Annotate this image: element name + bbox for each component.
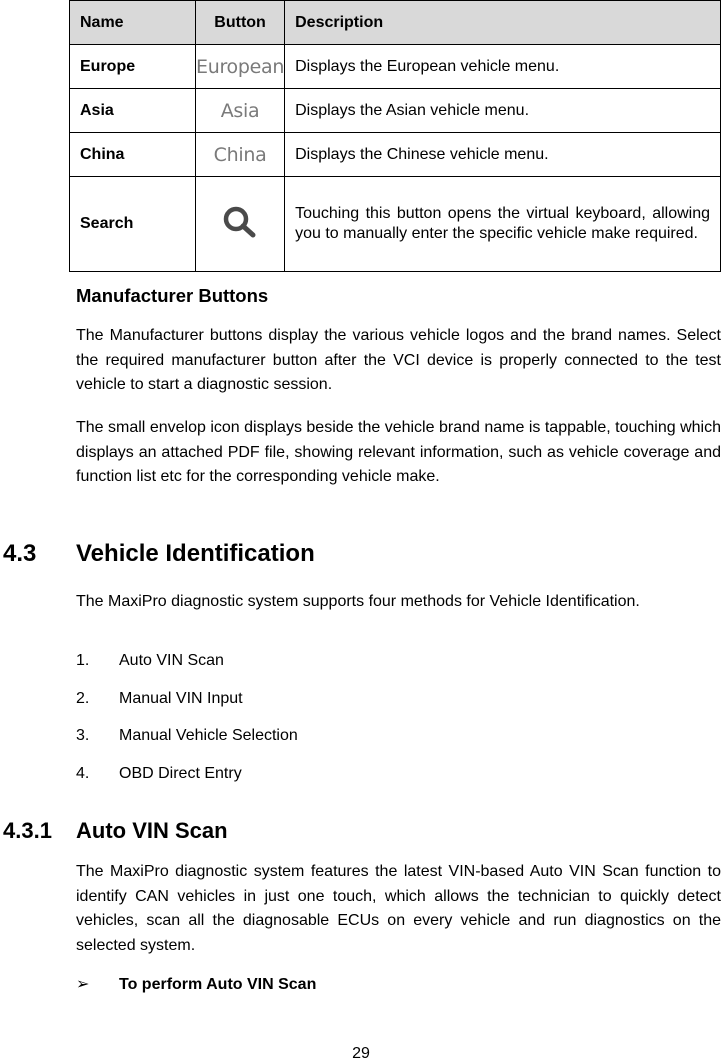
list-item: Manual Vehicle Selection: [119, 727, 298, 744]
subsection-title: Auto VIN Scan: [76, 818, 228, 843]
row-name: Asia: [70, 89, 196, 133]
table-row-search: [70, 177, 721, 272]
list-item-number: 1.: [76, 652, 90, 669]
row-description: Displays the Asian vehicle menu.: [285, 89, 721, 133]
list-item-number: 3.: [76, 727, 90, 744]
china-button-image: China: [213, 143, 267, 166]
row-description: Displays the European vehicle menu.: [285, 45, 721, 89]
page-number: 29: [352, 1045, 370, 1062]
procedure-title: To perform Auto VIN Scan: [119, 976, 317, 993]
row-name: Europe: [70, 45, 196, 89]
manufacturer-buttons-table: [69, 0, 721, 272]
row-description: Touching this button opens the virtual keyboard, allowing you to manually enter the specific vehicle make required.: [285, 177, 721, 272]
section-number: 4.3: [3, 540, 37, 567]
manufacturer-paragraph-1: The Manufacturer buttons display the various vehicle logos and the brand names. Select the required manufacturer button after the VCI device is properly connected to the test vehicle to start a diagnostic session.: [76, 327, 721, 393]
bullet-arrow-icon: ➢: [76, 976, 90, 993]
header-button: Button: [196, 1, 285, 45]
table-row-asia: [70, 89, 721, 133]
row-description: Displays the Chinese vehicle menu.: [285, 133, 721, 177]
row-name: Search: [70, 177, 196, 272]
row-name: China: [70, 133, 196, 177]
list-item: Auto VIN Scan: [119, 652, 224, 669]
european-button-image: European: [196, 55, 285, 78]
list-item: Manual VIN Input: [119, 690, 243, 707]
list-item: OBD Direct Entry: [119, 765, 242, 782]
table-row-europe: [70, 45, 721, 89]
manufacturer-paragraph-2: The small envelop icon displays beside the vehicle brand name is tappable, touching which displays an attached PDF file, showing relevant information, such as vehicle coverage and function list etc for the corresponding vehicle make.: [76, 419, 721, 485]
section-intro: The MaxiPro diagnostic system supports four methods for Vehicle Identification.: [76, 593, 640, 610]
list-item-number: 4.: [76, 765, 90, 782]
table-header-row: [70, 1, 721, 45]
subsection-number: 4.3.1: [3, 818, 52, 843]
manufacturer-buttons-heading: Manufacturer Buttons: [76, 285, 269, 306]
header-description: Description: [285, 1, 721, 45]
section-title: Vehicle Identification: [76, 540, 315, 567]
auto-vin-paragraph: The MaxiPro diagnostic system features the latest VIN-based Auto VIN Scan function to identify CAN vehicles in just one touch, which allows the technician to quickly detect vehicles, scan all the diagnosable ECUs on every vehicle and run diagnostics on the selected system.: [76, 863, 721, 954]
list-item-number: 2.: [76, 690, 90, 707]
table-row-china: [70, 133, 721, 177]
search-icon: [222, 205, 258, 244]
header-name: Name: [70, 1, 196, 45]
asia-button-image: Asia: [220, 99, 260, 122]
